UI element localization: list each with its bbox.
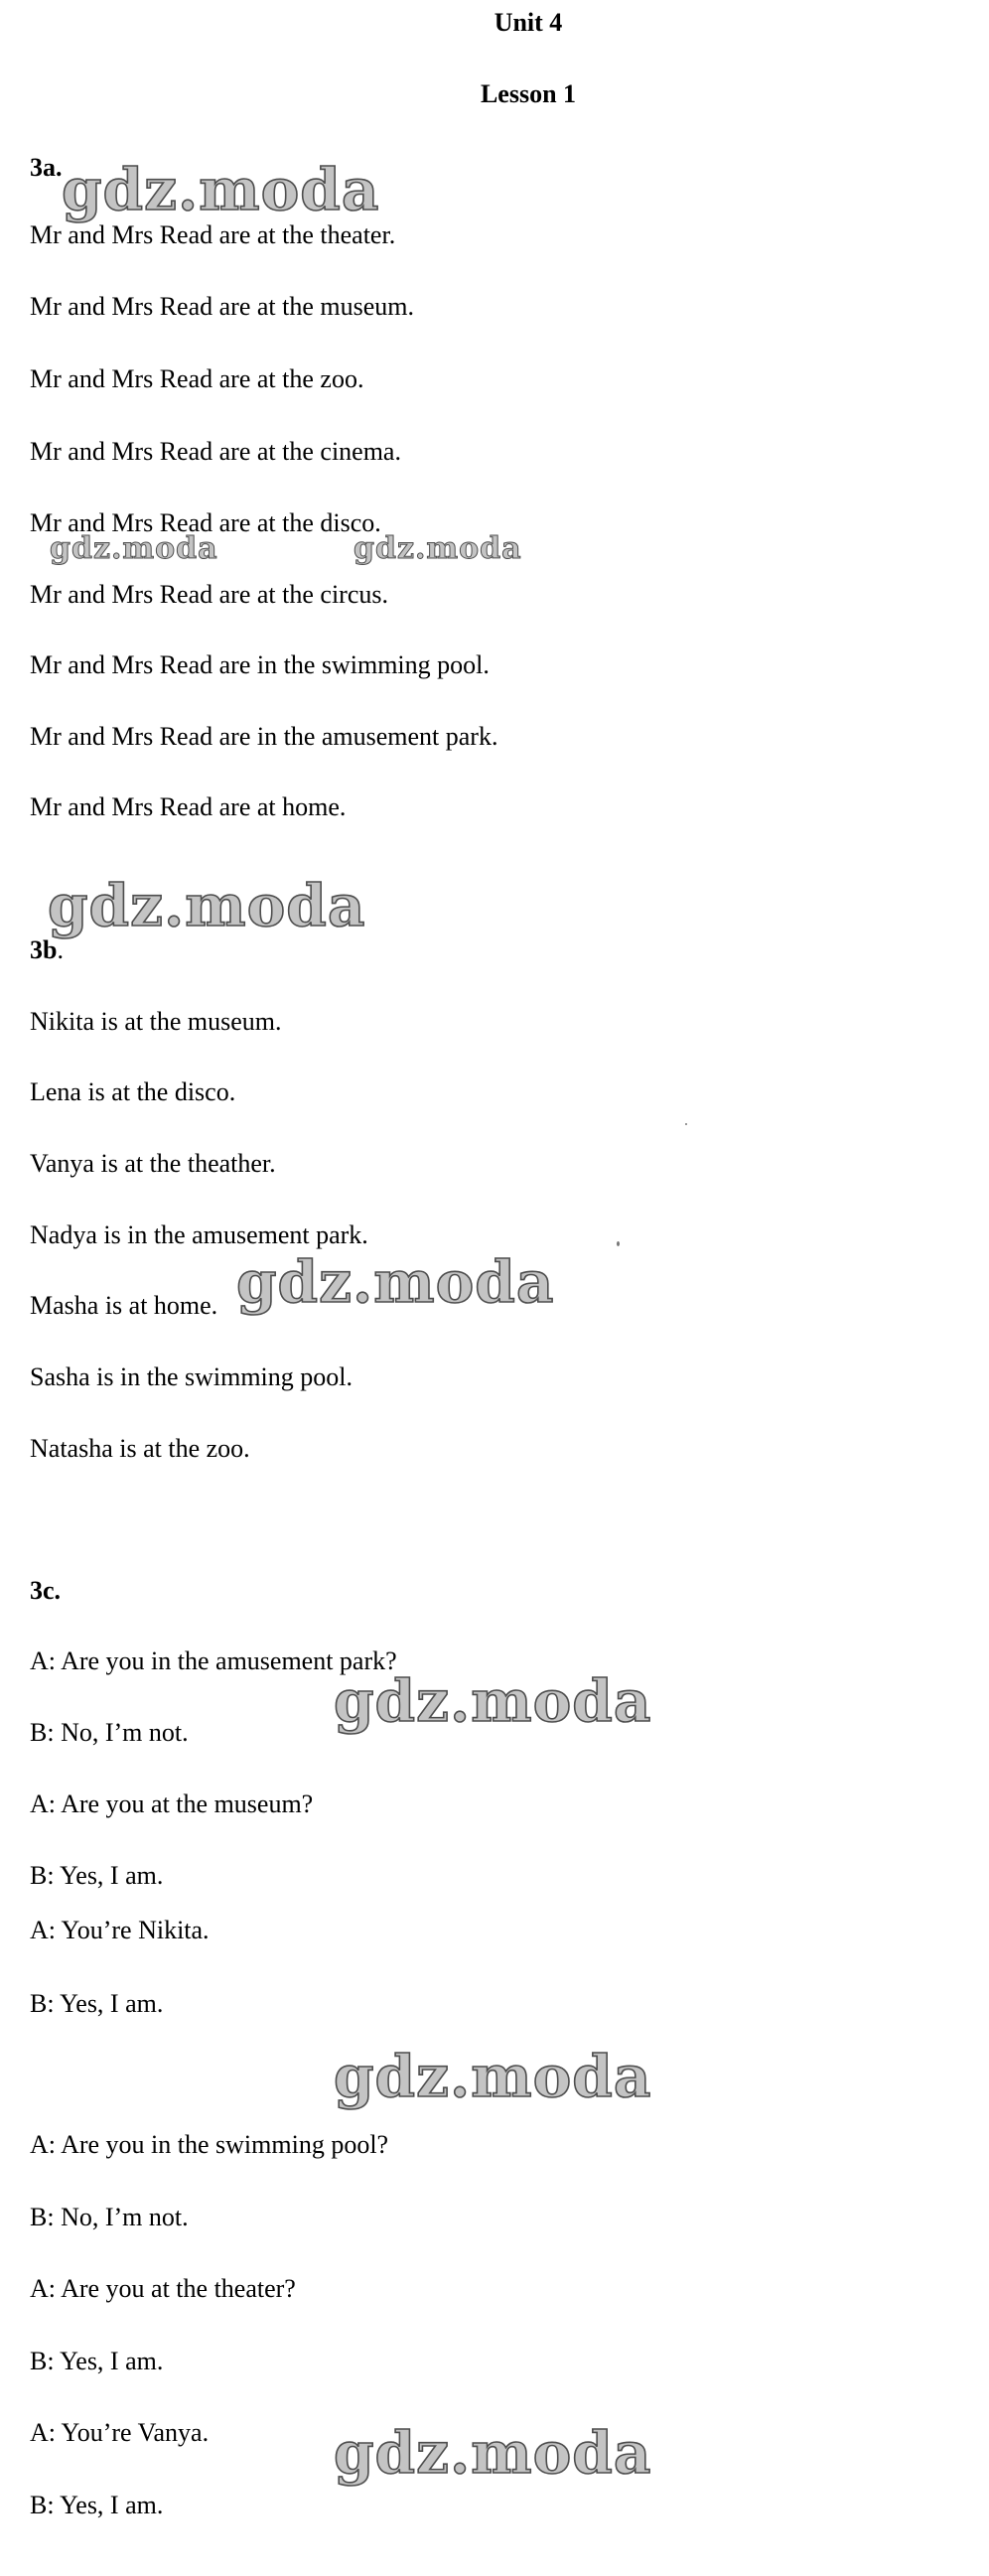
watermark-logo: gdz.moda <box>353 531 522 566</box>
section-3c-line: B: Yes, I am. <box>30 1989 164 2018</box>
section-3b-line: Sasha is in the swimming pool. <box>30 1362 353 1391</box>
section-3b-line: Vanya is at the theather. <box>30 1149 276 1178</box>
section-3c-line: B: Yes, I am. <box>30 2491 164 2519</box>
section-3b-label-dot: . <box>57 935 64 964</box>
section-3b-label-text: 3b <box>30 935 58 964</box>
section-3a-line: Mr and Mrs Read are at the cinema. <box>30 437 401 466</box>
watermark-logo: gdz.moda <box>334 1667 652 1735</box>
section-3a-line: Mr and Mrs Read are at home. <box>30 792 347 821</box>
section-3b-line: Nikita is at the museum. <box>30 1007 282 1036</box>
section-3a-line: Mr and Mrs Read are in the swimming pool. <box>30 650 490 679</box>
section-3c-line: B: No, I’m not. <box>30 2203 189 2231</box>
watermark-logo: gdz.moda <box>50 531 218 566</box>
scan-speck <box>617 1241 620 1246</box>
section-3b-line: Nadya is in the amusement park. <box>30 1220 368 1249</box>
watermark-logo: gdz.moda <box>62 156 380 223</box>
section-3b-label <box>30 935 64 965</box>
section-3b-line: Lena is at the disco. <box>30 1077 236 1106</box>
section-3a-line: Mr and Mrs Read are at the theater. <box>30 220 396 249</box>
section-3a-line: Mr and Mrs Read are in the amusement park. <box>30 722 498 751</box>
scan-speck <box>685 1123 687 1125</box>
section-3c-line: A: You’re Vanya. <box>30 2418 210 2447</box>
section-3b-line: Natasha is at the zoo. <box>30 1434 250 1463</box>
lesson-title: Lesson 1 <box>480 79 577 108</box>
section-3c-label: 3c. <box>30 1576 62 1605</box>
section-3c-line: A: Are you at the museum? <box>30 1789 314 1818</box>
section-3a-label: 3a. <box>30 153 63 182</box>
section-3c-line: A: Are you at the theater? <box>30 2274 296 2303</box>
section-3c-line: A: Are you in the amusement park? <box>30 1646 397 1675</box>
unit-title: Unit 4 <box>494 8 563 37</box>
section-3c-line: B: Yes, I am. <box>30 2347 164 2375</box>
watermark-logo: gdz.moda <box>48 872 366 939</box>
section-3b-line: Masha is at home. <box>30 1291 218 1320</box>
section-3a-line: Mr and Mrs Read are at the disco. <box>30 508 381 537</box>
section-3c-line: A: You’re Nikita. <box>30 1916 210 1944</box>
section-3c-line: B: Yes, I am. <box>30 1861 164 1890</box>
watermark-logo: gdz.moda <box>334 2043 652 2110</box>
section-3a-line: Mr and Mrs Read are at the circus. <box>30 580 388 609</box>
section-3c-line: B: No, I’m not. <box>30 1718 189 1747</box>
section-3a-line: Mr and Mrs Read are at the museum. <box>30 292 415 321</box>
section-3c-line: A: Are you in the swimming pool? <box>30 2130 389 2159</box>
watermark-logo: gdz.moda <box>236 1248 555 1316</box>
watermark-logo: gdz.moda <box>334 2419 652 2487</box>
section-3a-line: Mr and Mrs Read are at the zoo. <box>30 364 364 393</box>
